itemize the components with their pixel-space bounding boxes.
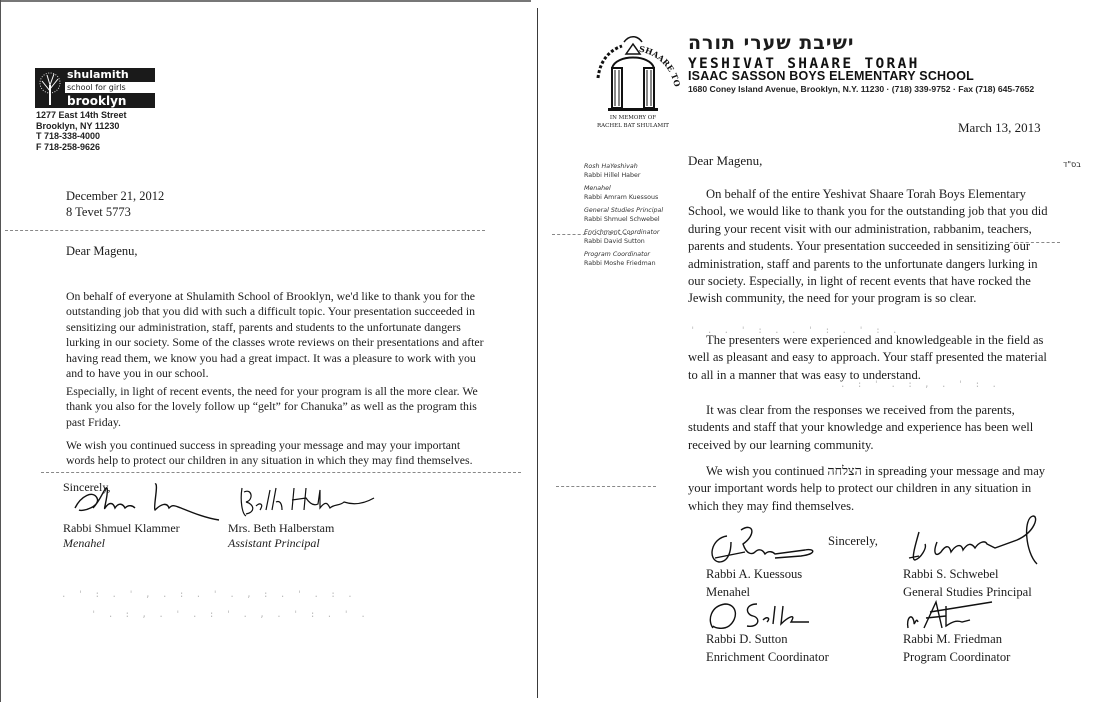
signer-block bbox=[706, 630, 829, 666]
staff-role: Menahel bbox=[584, 185, 611, 192]
bsd-mark: בס"ד bbox=[1063, 160, 1081, 169]
letter-paragraph: The presenters were experienced and knowledgeable in the field as well as pleasant and easy to approach. Your staff presented the material to all in a manner that was easy to understand. bbox=[688, 333, 1047, 382]
signature-kuessous bbox=[705, 520, 825, 568]
scan-artifact bbox=[41, 472, 521, 474]
signer-name: Mrs. Beth Halberstam bbox=[228, 521, 335, 535]
signer-block bbox=[903, 565, 1032, 601]
signer-title: Menahel bbox=[706, 585, 751, 599]
address-line: 1277 East 14th Street bbox=[36, 110, 127, 120]
svg-text:SHAARE TORAH bbox=[578, 24, 683, 88]
letter-date bbox=[66, 188, 164, 220]
letter-paragraph: We wish you continued success in spreading your message and may your important words help to protect our children in any situation in which they may find themselves. bbox=[66, 438, 473, 468]
signer-title: Program Coordinator bbox=[903, 650, 1011, 664]
signature-schwebel bbox=[905, 512, 1055, 570]
school-address bbox=[36, 110, 127, 152]
staff-name: Rabbi David Sutton bbox=[584, 237, 645, 245]
salutation: Dear Magenu, bbox=[66, 244, 138, 258]
shulamith-letter bbox=[0, 0, 539, 702]
letterhead-name: YESHIVAT SHAARE TORAH bbox=[688, 56, 920, 72]
closing: Sincerely, bbox=[828, 534, 878, 548]
page-divider bbox=[537, 8, 538, 698]
signer-name: Rabbi S. Schwebel bbox=[903, 567, 999, 581]
staff-name: Rabbi Moshe Friedman bbox=[584, 259, 656, 267]
staff-name: Rabbi Shmuel Schwebel bbox=[584, 215, 660, 223]
staff-sidebar bbox=[584, 163, 663, 273]
tree-icon bbox=[35, 68, 65, 108]
signer-block bbox=[63, 521, 180, 551]
staff-role: Program Coordinator bbox=[584, 251, 651, 258]
staff-role: General Studies Principal bbox=[584, 207, 664, 214]
letterhead-subtitle: ISAAC SASSON BOYS ELEMENTARY SCHOOL bbox=[688, 69, 974, 83]
school-seal bbox=[578, 24, 688, 134]
staff-name: Rabbi Hillel Haber bbox=[584, 171, 641, 179]
signature-sutton bbox=[705, 598, 815, 632]
closing: Sincerely, bbox=[63, 480, 111, 494]
signer-title: General Studies Principal bbox=[903, 585, 1032, 599]
letterhead-address: 1680 Coney Island Avenue, Brooklyn, N.Y. 11230 · (718) 339-9752 · Fax (718) 645-7652 bbox=[688, 84, 1035, 94]
staff-entry bbox=[584, 229, 663, 246]
scan-edge bbox=[1, 0, 531, 2]
letter-paragraph: It was clear from the responses we received from the parents, students and staff that your knowledge and experience has been well received by our learning community. bbox=[688, 403, 1034, 452]
scan-noise: ' . . ' : . . ' : . ' : . bbox=[690, 326, 901, 336]
staff-role: Rosh HaYeshivah bbox=[584, 163, 638, 170]
address-line: Brooklyn, NY 11230 bbox=[36, 120, 120, 131]
staff-entry bbox=[584, 207, 663, 224]
signer-block bbox=[706, 565, 802, 601]
seal-memorial-text: IN MEMORY OF bbox=[609, 115, 657, 121]
fax-line: F 718-258-9626 bbox=[36, 141, 101, 152]
signer-title: Menahel bbox=[63, 536, 105, 550]
letter-date: March 13, 2013 bbox=[958, 120, 1041, 135]
hebrew-date: 8 Tevet 5773 bbox=[66, 205, 131, 219]
signature-friedman bbox=[902, 598, 1002, 632]
gregorian-date: December 21, 2012 bbox=[66, 189, 165, 203]
staff-entry bbox=[584, 163, 663, 180]
letter-paragraph: We wish you continued הצלחה in spreading your message and may your important words help to protect our children in any situation in which they may find themselves. bbox=[688, 464, 1046, 513]
signer-title: Enrichment Coordinator bbox=[706, 650, 829, 664]
letter-paragraph: On behalf of the entire Yeshivat Shaare Torah Boys Elementary School, we would like to thank you for the outstanding job that you did during your recent visit with our administration, rabbanim, teachers, parents and students. Your presentation succeeded in sensitizing our administration, staff and parents to the unfortunate dangers lurking in our society. Especially, in light of recent events that have rocked the Jewish community, the need for your program is so clear. bbox=[688, 187, 1048, 306]
staff-entry bbox=[584, 185, 663, 202]
scan-artifact bbox=[556, 486, 656, 488]
logo-text: shulamith bbox=[67, 68, 129, 81]
school-logo bbox=[35, 68, 155, 108]
signer-block bbox=[228, 521, 334, 551]
signer-block bbox=[903, 630, 1010, 666]
scan-noise: . ' : . ' , . : . ' . , : . ' . : . bbox=[61, 590, 356, 600]
salutation: Dear Magenu, bbox=[688, 153, 763, 168]
scan-artifact bbox=[5, 230, 485, 232]
signer-name: Rabbi A. Kuessous bbox=[706, 567, 803, 581]
seal-memorial-text: RACHEL BAT SHULAMIT bbox=[597, 123, 669, 129]
staff-entry bbox=[584, 251, 663, 268]
letter-paragraph: Especially, in light of recent events, the need for your program is all the more clear. We thank you also for the lovely follow up “gelt” for Chanuka” as well as the program this past Friday. bbox=[66, 384, 478, 429]
letter-paragraph: On behalf of everyone at Shulamith School of Brooklyn, we'd like to thank you for the outstanding job that you did with such a difficult topic. Your presentation succeeded in sensitizing our administration, staff, parents and students to the unfortunate dangers lurking in our society. Some of the classes wrote reviews on their presentations and after having read them, we know you had a great impact. It was a pleasure to work with you and to have you in our school. bbox=[66, 289, 484, 381]
signature-klammer bbox=[71, 478, 221, 526]
staff-role: Enrichment Coordinator bbox=[584, 229, 660, 236]
scan-noise: . : ' . : , . ' : . bbox=[840, 380, 1000, 390]
signer-title: Assistant Principal bbox=[228, 536, 320, 550]
staff-name: Rabbi Amram Kuessous bbox=[584, 193, 659, 201]
logo-text: brooklyn bbox=[67, 94, 127, 108]
phone-line: T 718-338-4000 bbox=[36, 131, 101, 141]
letterhead-hebrew-name: ישיבת שערי תורה bbox=[688, 32, 855, 54]
signature-halberstam bbox=[236, 480, 376, 520]
signer-name: Rabbi D. Sutton bbox=[706, 632, 788, 646]
scan-noise: ' . : , . ' . : ' . , . ' : . ' . bbox=[91, 610, 369, 620]
signer-name: Rabbi M. Friedman bbox=[903, 632, 1002, 646]
logo-text: school for girls bbox=[65, 82, 155, 93]
seal-arc-text: SHAARE TO bbox=[638, 43, 683, 88]
signer-name: Rabbi Shmuel Klammer bbox=[63, 521, 180, 535]
